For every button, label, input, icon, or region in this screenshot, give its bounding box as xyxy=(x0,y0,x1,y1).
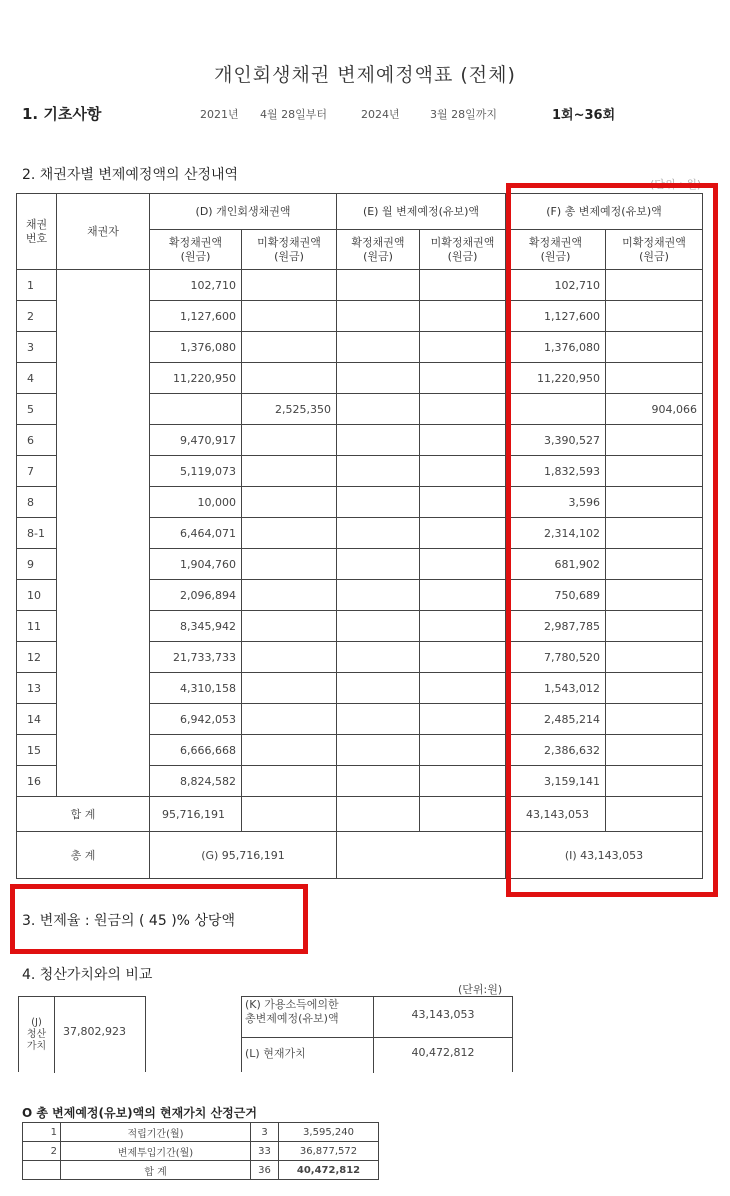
section4-unit: (단위:원) xyxy=(458,983,503,996)
cell-e-unconf xyxy=(420,580,506,611)
total-g: (G) 95,716,191 xyxy=(150,832,337,879)
row-number: 5 xyxy=(17,394,57,425)
cell-d-conf: 6,464,071 xyxy=(150,518,242,549)
row-number: 12 xyxy=(17,642,57,673)
l-value: 40,472,812 xyxy=(411,1046,475,1059)
row-number: 15 xyxy=(17,735,57,766)
cell-e-unconf xyxy=(420,487,506,518)
basis-sum-row xyxy=(23,1161,379,1180)
cell-d-unconf xyxy=(242,332,337,363)
liquidation-value-box xyxy=(18,996,146,1072)
cell-d-conf: 5,119,073 xyxy=(150,456,242,487)
basis-table xyxy=(22,1122,379,1180)
cell-d-conf: 21,733,733 xyxy=(150,642,242,673)
cell-f-conf: 1,543,012 xyxy=(506,673,606,704)
header-no: 채권 번호 xyxy=(17,194,57,270)
basis-no: 1 xyxy=(23,1123,61,1142)
present-value-box xyxy=(241,996,513,1072)
cell-e-conf xyxy=(337,735,420,766)
cell-e-unconf xyxy=(420,704,506,735)
cell-d-unconf xyxy=(242,642,337,673)
installment-range: 1회~36회 xyxy=(552,108,616,123)
section4-heading: 4. 청산가치와의 비교 xyxy=(22,967,153,983)
cell-f-conf: 3,159,141 xyxy=(506,766,606,797)
cell-e-conf xyxy=(337,332,420,363)
header-d-confirmed: 확정채권액 (원금) xyxy=(150,230,242,270)
start-date: 4월 28일부터 xyxy=(260,108,327,121)
sum-d-unconfirmed xyxy=(242,797,337,832)
row-number: 16 xyxy=(17,766,57,797)
basis-no: 2 xyxy=(23,1142,61,1161)
cell-d-unconf xyxy=(242,487,337,518)
cell-e-conf xyxy=(337,642,420,673)
header-creditor: 채권자 xyxy=(57,194,150,270)
cell-d-unconf xyxy=(242,704,337,735)
cell-f-conf: 3,390,527 xyxy=(506,425,606,456)
cell-e-conf xyxy=(337,766,420,797)
header-group-f: (F) 총 변제예정(유보)액 xyxy=(506,194,703,230)
cell-f-conf: 11,220,950 xyxy=(506,363,606,394)
k-value: 43,143,053 xyxy=(411,1008,475,1021)
sum-d-confirmed: 95,716,191 xyxy=(150,797,242,832)
cell-d-conf: 6,942,053 xyxy=(150,704,242,735)
cell-f-conf: 7,780,520 xyxy=(506,642,606,673)
k-label: (K) 가용소득에의한 총변제예정(유보)액 xyxy=(242,997,374,1037)
end-year: 2024년 xyxy=(361,108,400,121)
cell-d-unconf xyxy=(242,735,337,766)
row-number: 7 xyxy=(17,456,57,487)
j-value: 37,802,923 xyxy=(63,1025,126,1038)
cell-e-unconf xyxy=(420,394,506,425)
header-e-confirmed: 확정채권액 (원금) xyxy=(337,230,420,270)
basis-row xyxy=(23,1142,379,1161)
cell-e-conf xyxy=(337,549,420,580)
basis-value: 3,595,240 xyxy=(279,1123,379,1142)
cell-d-conf: 8,345,942 xyxy=(150,611,242,642)
cell-f-conf: 2,485,214 xyxy=(506,704,606,735)
basis-sum-no xyxy=(23,1161,61,1180)
total-e xyxy=(337,832,506,879)
cell-d-conf: 11,220,950 xyxy=(150,363,242,394)
cell-f-conf: 1,832,593 xyxy=(506,456,606,487)
cell-d-unconf xyxy=(242,270,337,301)
section1-heading: 1. 기초사항 xyxy=(22,105,102,123)
k-row xyxy=(242,997,512,1038)
cell-d-unconf xyxy=(242,363,337,394)
row-number: 14 xyxy=(17,704,57,735)
cell-f-conf: 1,127,600 xyxy=(506,301,606,332)
basis-months: 33 xyxy=(251,1142,279,1161)
total-i: (I) 43,143,053 xyxy=(506,832,703,879)
highlight-box-f-column xyxy=(506,183,718,897)
cell-d-conf: 1,376,080 xyxy=(150,332,242,363)
row-number: 4 xyxy=(17,363,57,394)
sum-e-unconfirmed xyxy=(420,797,506,832)
row-number: 8 xyxy=(17,487,57,518)
basis-months: 3 xyxy=(251,1123,279,1142)
cell-e-unconf xyxy=(420,735,506,766)
cell-d-unconf: 2,525,350 xyxy=(242,394,337,425)
highlight-box-rate xyxy=(10,884,308,954)
header-group-e: (E) 월 변제예정(유보)액 xyxy=(337,194,506,230)
cell-e-unconf xyxy=(420,301,506,332)
cell-e-conf xyxy=(337,487,420,518)
cell-e-conf xyxy=(337,363,420,394)
header-d-unconfirmed: 미확정채권액 (원금) xyxy=(242,230,337,270)
row-number: 1 xyxy=(17,270,57,301)
cell-f-conf: 681,902 xyxy=(506,549,606,580)
cell-e-conf xyxy=(337,394,420,425)
l-row xyxy=(242,1038,512,1073)
row-number: 10 xyxy=(17,580,57,611)
total-label: 총 계 xyxy=(17,832,150,879)
row-number: 2 xyxy=(17,301,57,332)
header-group-d: (D) 개인회생채권액 xyxy=(150,194,337,230)
cell-e-conf xyxy=(337,301,420,332)
row-number: 6 xyxy=(17,425,57,456)
cell-f-conf: 2,314,102 xyxy=(506,518,606,549)
cell-d-unconf xyxy=(242,456,337,487)
cell-e-unconf xyxy=(420,332,506,363)
cell-d-unconf xyxy=(242,549,337,580)
cell-e-unconf xyxy=(420,518,506,549)
section3-repayment-rate: 3. 변제율 : 원금의 ( 45 )% 상당액 xyxy=(22,913,235,929)
cell-d-conf: 102,710 xyxy=(150,270,242,301)
document-title: 개인회생채권 변제예정액표 (전체) xyxy=(214,64,516,86)
cell-d-unconf xyxy=(242,301,337,332)
row-number: 13 xyxy=(17,673,57,704)
cell-e-unconf xyxy=(420,611,506,642)
cell-f-conf: 2,386,632 xyxy=(506,735,606,766)
cell-f-conf: 102,710 xyxy=(506,270,606,301)
cell-d-unconf xyxy=(242,518,337,549)
cell-f-conf: 2,987,785 xyxy=(506,611,606,642)
sum-f-confirmed: 43,143,053 xyxy=(506,797,606,832)
unit-label: (단위 : 원) xyxy=(650,178,702,191)
cell-e-conf xyxy=(337,611,420,642)
cell-d-conf: 1,904,760 xyxy=(150,549,242,580)
basis-value: 36,877,572 xyxy=(279,1142,379,1161)
row-number: 3 xyxy=(17,332,57,363)
header-f-unconfirmed: 미확정채권액 (원금) xyxy=(606,230,703,270)
start-year: 2021년 xyxy=(200,108,239,121)
cell-e-unconf xyxy=(420,270,506,301)
j-label: (J) 청산 가치 xyxy=(19,997,55,1073)
basis-name: 적립기간(월) xyxy=(61,1123,251,1142)
row-number: 11 xyxy=(17,611,57,642)
cell-e-unconf xyxy=(420,363,506,394)
row-number: 9 xyxy=(17,549,57,580)
creditor-cell xyxy=(57,270,150,797)
cell-d-conf: 9,470,917 xyxy=(150,425,242,456)
cell-d-conf: 6,666,668 xyxy=(150,735,242,766)
cell-e-conf xyxy=(337,456,420,487)
cell-e-unconf xyxy=(420,642,506,673)
cell-f-unconf: 904,066 xyxy=(606,394,703,425)
cell-e-unconf xyxy=(420,766,506,797)
header-e-unconfirmed: 미확정채권액 (원금) xyxy=(420,230,506,270)
cell-d-conf xyxy=(150,394,242,425)
cell-d-conf: 1,127,600 xyxy=(150,301,242,332)
l-label: (L) 현재가치 xyxy=(242,1038,374,1073)
cell-e-conf xyxy=(337,270,420,301)
basis-sum-months: 36 xyxy=(251,1161,279,1180)
cell-f-conf: 1,376,080 xyxy=(506,332,606,363)
cell-d-unconf xyxy=(242,673,337,704)
cell-d-conf: 4,310,158 xyxy=(150,673,242,704)
cell-e-unconf xyxy=(420,456,506,487)
sum-e-confirmed xyxy=(337,797,420,832)
basis-sum-name: 합 계 xyxy=(61,1161,251,1180)
row-number: 8-1 xyxy=(17,518,57,549)
cell-d-unconf xyxy=(242,580,337,611)
cell-f-conf: 750,689 xyxy=(506,580,606,611)
cell-e-conf xyxy=(337,518,420,549)
header-f-confirmed: 확정채권액 (원금) xyxy=(506,230,606,270)
cell-f-conf: 3,596 xyxy=(506,487,606,518)
sum-label: 합 계 xyxy=(17,797,150,832)
cell-d-conf: 8,824,582 xyxy=(150,766,242,797)
cell-d-conf: 10,000 xyxy=(150,487,242,518)
cell-e-unconf xyxy=(420,673,506,704)
cell-e-conf xyxy=(337,673,420,704)
cell-d-unconf xyxy=(242,766,337,797)
end-date: 3월 28일까지 xyxy=(430,108,497,121)
basis-row xyxy=(23,1123,379,1142)
cell-d-unconf xyxy=(242,611,337,642)
cell-e-conf xyxy=(337,580,420,611)
basis-name: 변제투입기간(월) xyxy=(61,1142,251,1161)
cell-d-conf: 2,096,894 xyxy=(150,580,242,611)
section5-heading: O 총 변제예정(유보)액의 현재가치 산정근거 xyxy=(22,1106,257,1120)
cell-e-conf xyxy=(337,704,420,735)
cell-e-conf xyxy=(337,425,420,456)
cell-e-unconf xyxy=(420,549,506,580)
cell-d-unconf xyxy=(242,425,337,456)
section2-heading: 2. 채권자별 변제예정액의 산정내역 xyxy=(22,167,239,183)
basis-sum-value: 40,472,812 xyxy=(279,1161,379,1180)
cell-e-unconf xyxy=(420,425,506,456)
